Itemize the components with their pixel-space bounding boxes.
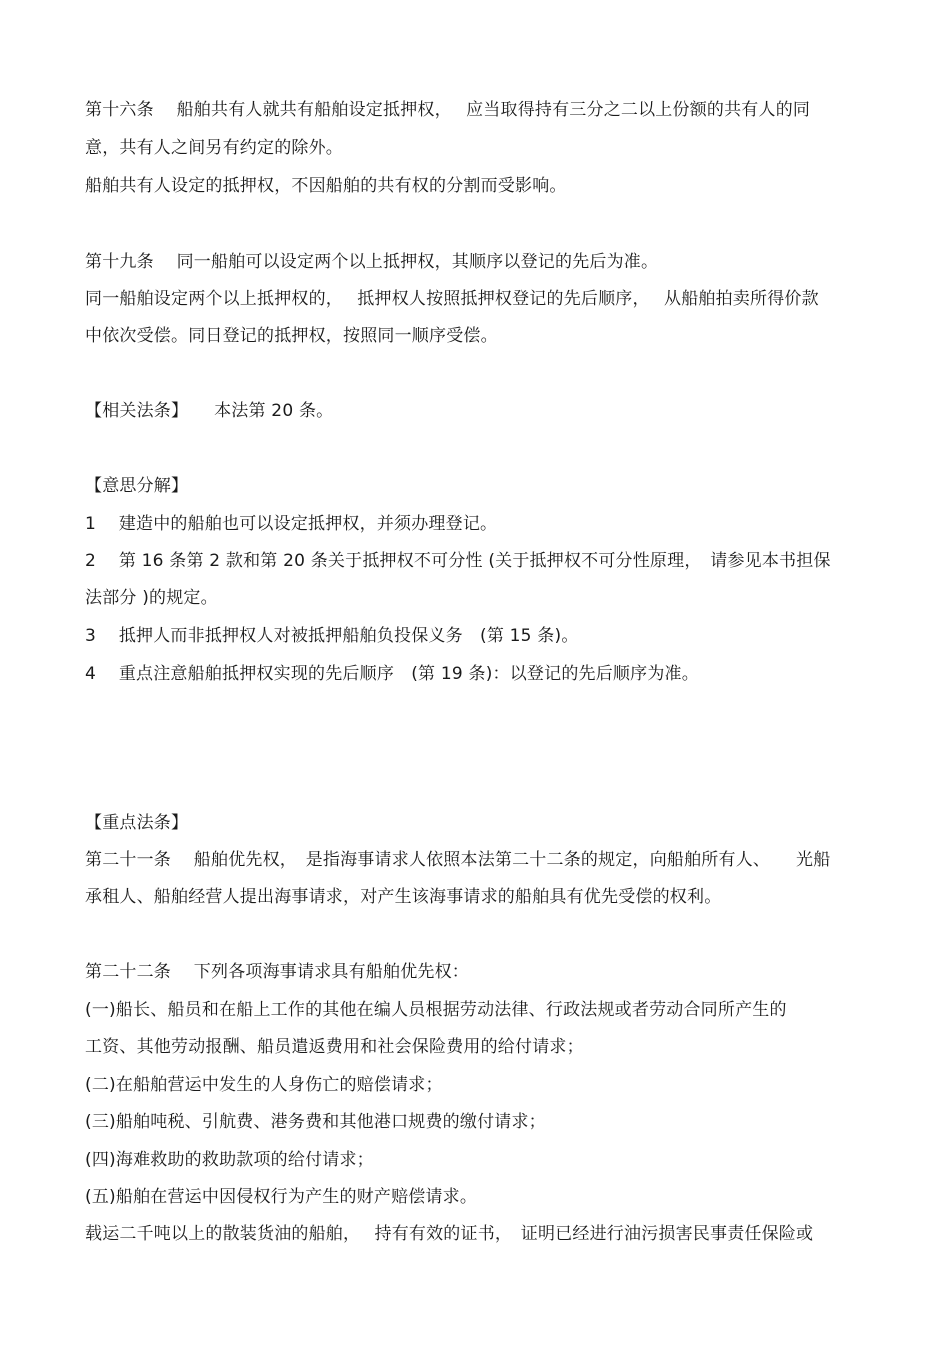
analysis-item-4: 4 重点注意船舶抵押权实现的先后顺序 (第 19 条)：以登记的先后顺序为准。 [85,664,699,684]
article-22-item-1: (一)船长、船员和在船上工作的其他在编人员根据劳动法律、行政法规或者劳动合同所产生的 [85,1000,787,1020]
analysis-item-1: 1 建造中的船舶也可以设定抵押权，并须办理登记。 [85,514,498,534]
article-22-oil-tanker-line: 载运二千吨以上的散装货油的船舶， 持有有效的证书， 证明已经进行油污损害民事责任保险或 [85,1224,814,1244]
article-22-item-2: (二)在船舶营运中发生的人身伤亡的赔偿请求； [85,1075,443,1095]
article-16-line-1: 第十六条 船舶共有人就共有船舶设定抵押权， 应当取得持有三分之二以上份额的共有人的同 [85,100,811,120]
analysis-item-2: 2 第 16 条第 2 款和第 20 条关于抵押权不可分性 (关于抵押权不可分性原理， 请参见本书担保 [85,551,831,571]
article-22-item-1-cont: 工资、其他劳动报酬、船员遣返费用和社会保险费用的给付请求； [85,1037,584,1057]
article-21-line-2: 承租人、船舶经营人提出海事请求，对产生该海事请求的船舶具有优先受偿的权利。 [85,887,722,907]
article-19-line-1: 第十九条 同一船舶可以设定两个以上抵押权，其顺序以登记的先后为准。 [85,252,659,272]
article-22-item-4: (四)海难救助的救助款项的给付请求； [85,1150,374,1170]
article-16-line-3: 船舶共有人设定的抵押权，不因船舶的共有权的分割而受影响。 [85,176,567,196]
analysis-item-3: 3 抵押人而非抵押权人对被抵押船舶负投保义务 (第 15 条)。 [85,626,579,646]
article-16-line-2: 意，共有人之间另有约定的除外。 [85,138,343,158]
related-articles-heading: 【相关法条】 本法第 20 条。 [85,401,334,421]
article-22-item-5: (五)船舶在营运中因侵权行为产生的财产赔偿请求。 [85,1187,478,1207]
article-22-item-3: (三)船舶吨税、引航费、港务费和其他港口规费的缴付请求； [85,1112,546,1132]
article-22-line-1: 第二十二条 下列各项海事请求具有船舶优先权： [85,962,470,982]
article-21-line-1: 第二十一条 船舶优先权， 是指海事请求人依照本法第二十二条的规定，向船舶所有人、 光船 [85,850,831,870]
article-19-line-2: 同一船舶设定两个以上抵押权的， 抵押权人按照抵押权登记的先后顺序， 从船舶拍卖所得价款 [85,289,819,309]
analysis-heading: 【意思分解】 [85,476,189,496]
analysis-item-2-cont: 法部分 )的规定。 [85,588,218,608]
key-articles-heading: 【重点法条】 [85,813,189,833]
article-19-line-3: 中依次受偿。同日登记的抵押权，按照同一顺序受偿。 [85,326,498,346]
